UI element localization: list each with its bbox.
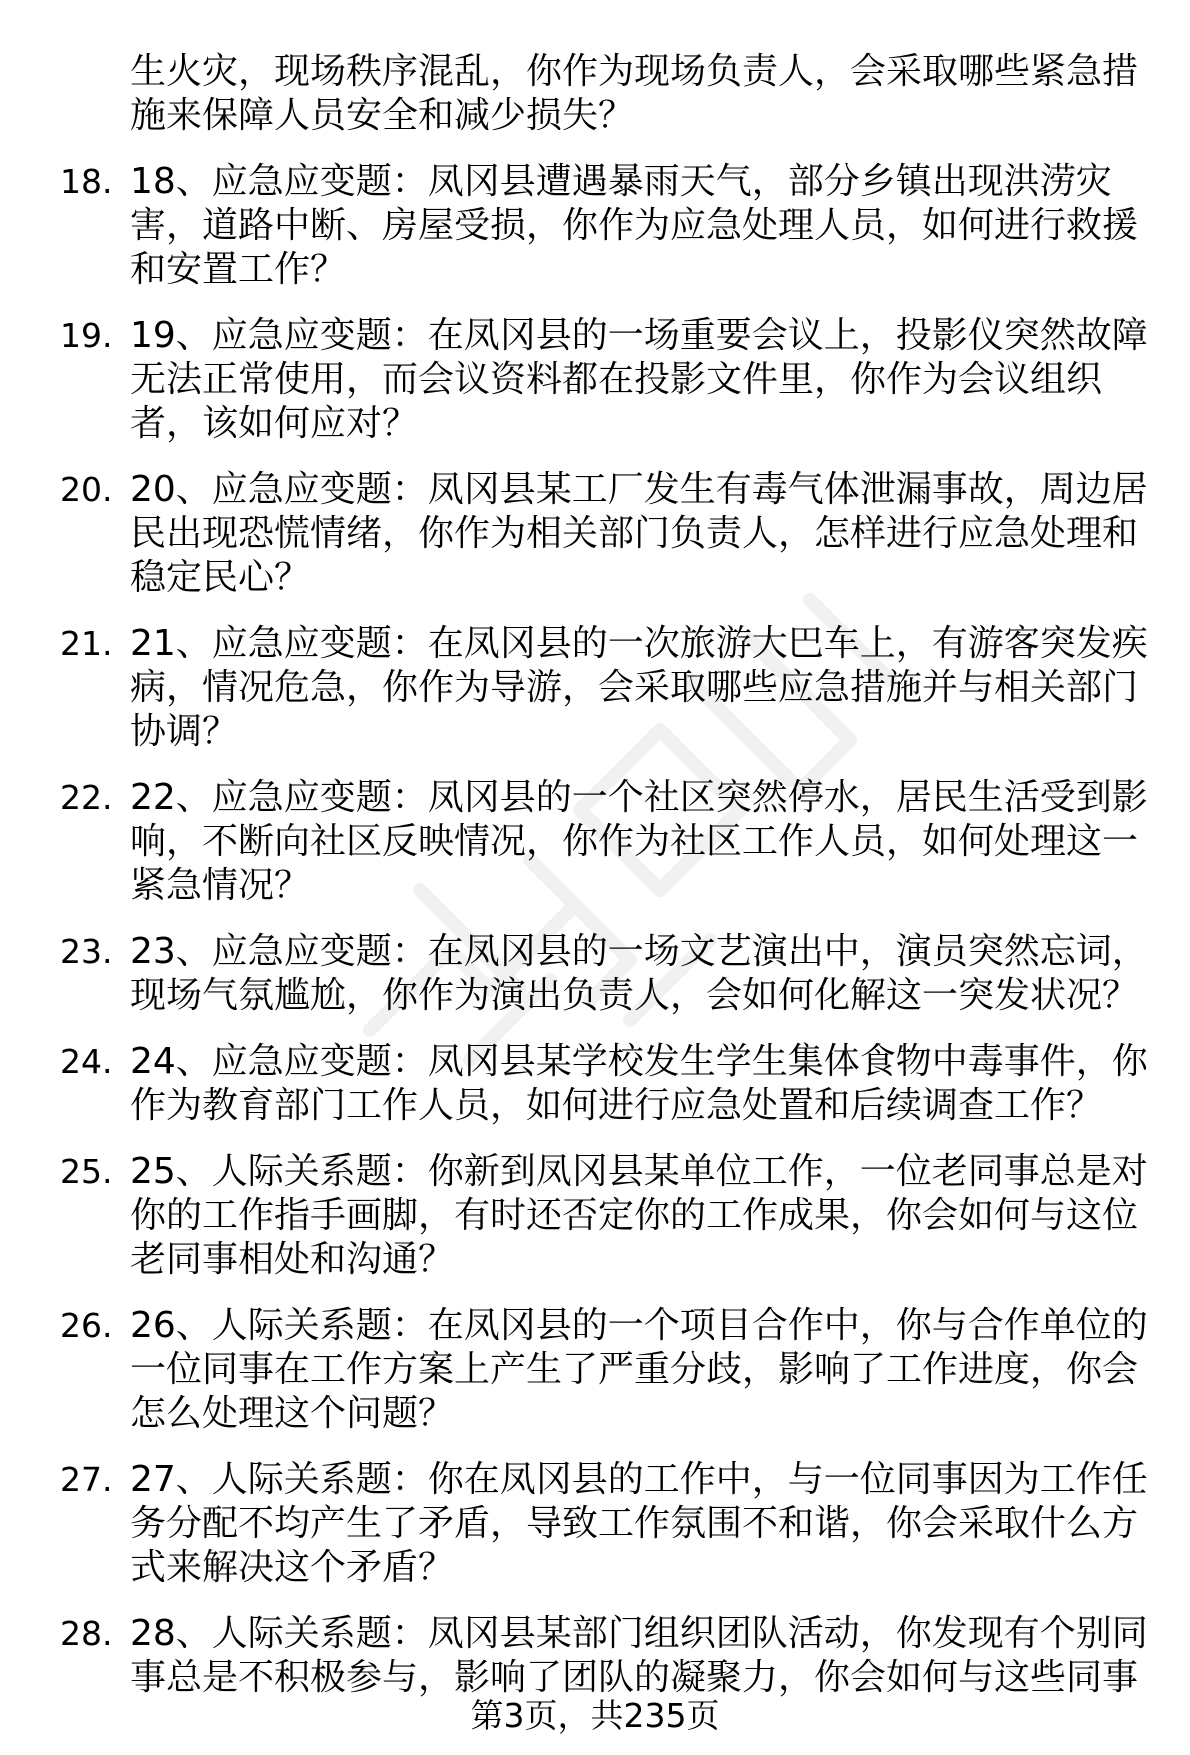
item-number: 24.: [60, 1042, 113, 1081]
item-text: 26、人际关系题：在凤冈县的一个项目合作中，你与合作单位的一位同事在工作方案上产生了严重分歧，影响了工作进度，你会怎么处理这个问题？: [130, 1305, 1148, 1434]
item-number: 23.: [60, 932, 113, 971]
item-text: 24、应急应变题：凤冈县某学校发生学生集体食物中毒事件，你作为教育部门工作人员，如何进行应急处置和后续调查工作？: [130, 1041, 1148, 1126]
item-number: 20.: [60, 470, 113, 509]
item-text: 28、人际关系题：凤冈县某部门组织团队活动，你发现有个别同事总是不积极参与，影响了团队的凝聚力，你会如何与这些同事: [130, 1613, 1148, 1698]
item-number: 18.: [60, 162, 113, 201]
list-item: [60, 314, 1150, 446]
list-item: [60, 622, 1150, 754]
list-item: [60, 1304, 1150, 1436]
list-item: [60, 160, 1150, 292]
list-item: [60, 930, 1150, 1018]
question-list: [60, 50, 1150, 1722]
list-item: [60, 776, 1150, 908]
list-item: [60, 1040, 1150, 1128]
list-item: [60, 1612, 1150, 1700]
list-item: [60, 1458, 1150, 1590]
item-text: 27、人际关系题：你在凤冈县的工作中，与一位同事因为工作任务分配不均产生了矛盾，导致工作氛围不和谐，你会采取什么方式来解决这个矛盾？: [130, 1459, 1148, 1588]
item-text: 23、应急应变题：在凤冈县的一场文艺演出中，演员突然忘词，现场气氛尴尬，你作为演出负责人，会如何化解这一突发状况？: [130, 931, 1148, 1016]
item-number: 27.: [60, 1460, 113, 1499]
list-item: [60, 468, 1150, 600]
item-text: 18、应急应变题：凤冈县遭遇暴雨天气，部分乡镇出现洪涝灾害，道路中断、房屋受损，你作为应急处理人员，如何进行救援和安置工作？: [130, 161, 1139, 290]
item-text: 20、应急应变题：凤冈县某工厂发生有毒气体泄漏事故，周边居民出现恐慌情绪，你作为相关部门负责人，怎样进行应急处理和稳定民心？: [130, 469, 1148, 598]
item-text: 22、应急应变题：凤冈县的一个社区突然停水，居民生活受到影响，不断向社区反映情况，你作为社区工作人员，如何处理这一紧急情况？: [130, 777, 1148, 906]
item-text: 25、人际关系题：你新到凤冈县某单位工作，一位老同事总是对你的工作指手画脚，有时还否定你的工作成果，你会如何与这位老同事相处和沟通？: [130, 1151, 1148, 1280]
item-number: 19.: [60, 316, 113, 355]
item-text: 19、应急应变题：在凤冈县的一场重要会议上，投影仪突然故障无法正常使用，而会议资料都在投影文件里，你作为会议组织者，该如何应对？: [130, 315, 1148, 444]
item-number: 21.: [60, 624, 113, 663]
item-number: 25.: [60, 1152, 113, 1191]
item-number: 28.: [60, 1614, 113, 1653]
page-footer: 第3页，共235页: [470, 1696, 720, 1735]
item-text: 21、应急应变题：在凤冈县的一次旅游大巴车上，有游客突发疾病，情况危急，你作为导游，会采取哪些应急措施并与相关部门协调？: [130, 623, 1148, 752]
list-item: [60, 1150, 1150, 1282]
item-number: 26.: [60, 1306, 113, 1345]
item-number: 22.: [60, 778, 113, 817]
continued-text: 生火灾，现场秩序混乱，你作为现场负责人，会采取哪些紧急措施来保障人员安全和减少损失？: [130, 51, 1139, 136]
